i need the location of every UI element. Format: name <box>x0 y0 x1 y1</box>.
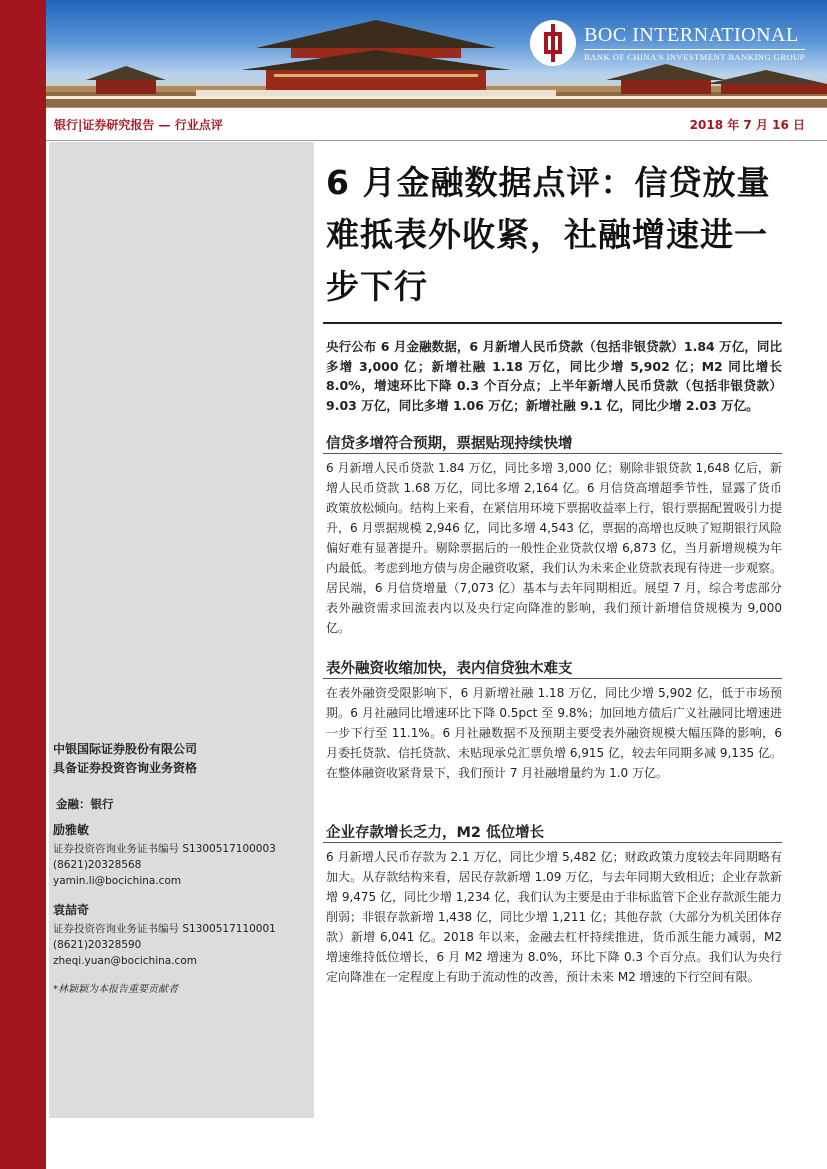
boc-logo <box>530 20 805 66</box>
analyst-card <box>53 822 276 889</box>
section-body: 在表外融资受限影响下，6 月新增社融 1.18 万亿，同比少增 5,902 亿，低于市场预期。6 月社融同比增速环比下降 0.5pct 至 9.8%；加回地方债后广义社融同比增速进一步下行至 11.1%。6 月社融数据不及预期主要受表外融资规模大幅压降的影响，6 月委托贷款、信托贷款、未贴现承兑汇票负增 6,915 亿，较去年同期多减 9,135 亿。在整体融资收紧背景下，我们预计 7 月社融增量约为 1.0 万亿。 <box>326 686 782 780</box>
title-divider <box>323 322 782 324</box>
header-banner <box>46 0 827 107</box>
analyst-card <box>53 902 276 969</box>
section-divider <box>323 678 782 679</box>
analyst-name: 励雅敏 <box>53 823 90 837</box>
section-heading: 企业存款增长乏力，M2 低位增长 <box>326 825 545 841</box>
section-divider <box>323 842 782 843</box>
report-category: 银行|证券研究报告 — 行业点评 <box>54 118 223 132</box>
analyst-phone: (8621)20328590 <box>53 939 142 951</box>
report-summary: 央行公布 6 月金融数据，6 月新增人民币贷款（包括非银贷款）1.84 万亿，同比多增 3,000 亿；新增社融 1.18 万亿，同比少增 5,902 亿；M2 同比增长 8.0%，增速环比下降 0.3 个百分点；上半年新增人民币贷款（包括非银贷款）9.03 万亿，同比多增 1.06 万亿；新增社融 9.1 亿，同比少增 2.03 万亿。 <box>326 339 782 413</box>
report-header-strip <box>46 107 827 141</box>
left-red-bar <box>0 0 46 1169</box>
analyst-email[interactable]: zheqi.yuan@bocichina.com <box>53 955 197 967</box>
sector-label: 金融：银行 <box>56 797 114 811</box>
contributor-note: *林颖颖为本报告重要贡献者 <box>53 984 178 995</box>
analyst-license: 证券投资咨询业务证书编号 S1300517110001 <box>53 923 276 935</box>
analyst-name: 袁喆奇 <box>53 903 90 917</box>
analyst-phone: (8621)20328568 <box>53 859 142 871</box>
section-divider <box>323 453 782 454</box>
boc-emblem-icon <box>530 20 576 66</box>
report-date: 2018 年 7 月 16 日 <box>689 118 805 132</box>
company-name: 中银国际证券股份有限公司 <box>53 742 198 756</box>
analyst-license: 证券投资咨询业务证书编号 S1300517100003 <box>53 843 276 855</box>
company-info <box>53 740 197 778</box>
company-qualification: 具备证券投资咨询业务资格 <box>53 761 198 775</box>
brand-subtitle: BANK OF CHINA'S INVESTMENT BANKING GROUP <box>584 49 805 62</box>
report-title: 6 月金融数据点评：信贷放量难抵表外收紧，社融增速进一步下行 <box>326 163 771 306</box>
section-heading: 表外融资收缩加快，表内信贷独木难支 <box>326 661 573 677</box>
analyst-email[interactable]: yamin.li@bocichina.com <box>53 875 182 887</box>
brand-name: BOC INTERNATIONAL <box>584 24 799 46</box>
section-body: 6 月新增人民币贷款 1.84 万亿，同比多增 3,000 亿；剔除非银贷款 1,648 亿后，新增人民币贷款 1.68 万亿，同比多增 2,164 亿。6 月信贷高增超季节性，显露了货币政策放松倾向。结构上来看，在紧信用环境下票据收益率上行，银行票据配置吸引力提升，6 月票据规模 2,946 亿，同比多增 4,543 亿，票据的高增也反映了短期银行风险偏好难有显著提升。剔除票据后的一般性企业贷款仅增 6,873 亿，当月新增规模为年内最低。考虑到地方债与房企融资收紧，我们认为未来企业贷款表现有待进一步观察。居民端，6 月信贷增量（7,073 亿）基本与去年同期相近。展望 7 月，综合考虑部分表外融资需求回流表内以及央行定向降准的影响，我们预计新增信贷规模为 9,000 亿。 <box>326 461 783 635</box>
sidebar-panel <box>49 142 314 1118</box>
section-body: 6 月新增人民币存款为 2.1 万亿，同比少增 5,482 亿；财政政策力度较去年同期略有加大。从存款结构来看，居民存款新增 1.09 万亿，与去年同期大致相近；企业存款新增 9,475 亿，同比少增 1,234 亿，我们认为主要是由于非标监管下企业存款派生能力削弱；非银存款新增 1,438 亿，同比少增 1,211 亿；其他存款（大部分为机关团体存款）新增 6,041 亿。2018 年以来，金融去杠杆持续推进，货币派生能力减弱，M2 增速维持低位增长，6 月 M2 增速为 8.0%，环比下降 0.3 个百分点。我们认为央行定向降准在一定程度上有助于流动性的改善，预计未来 M2 增速的下行空间有限。 <box>326 850 782 984</box>
section-heading: 信贷多增符合预期，票据贴现持续快增 <box>326 436 573 452</box>
